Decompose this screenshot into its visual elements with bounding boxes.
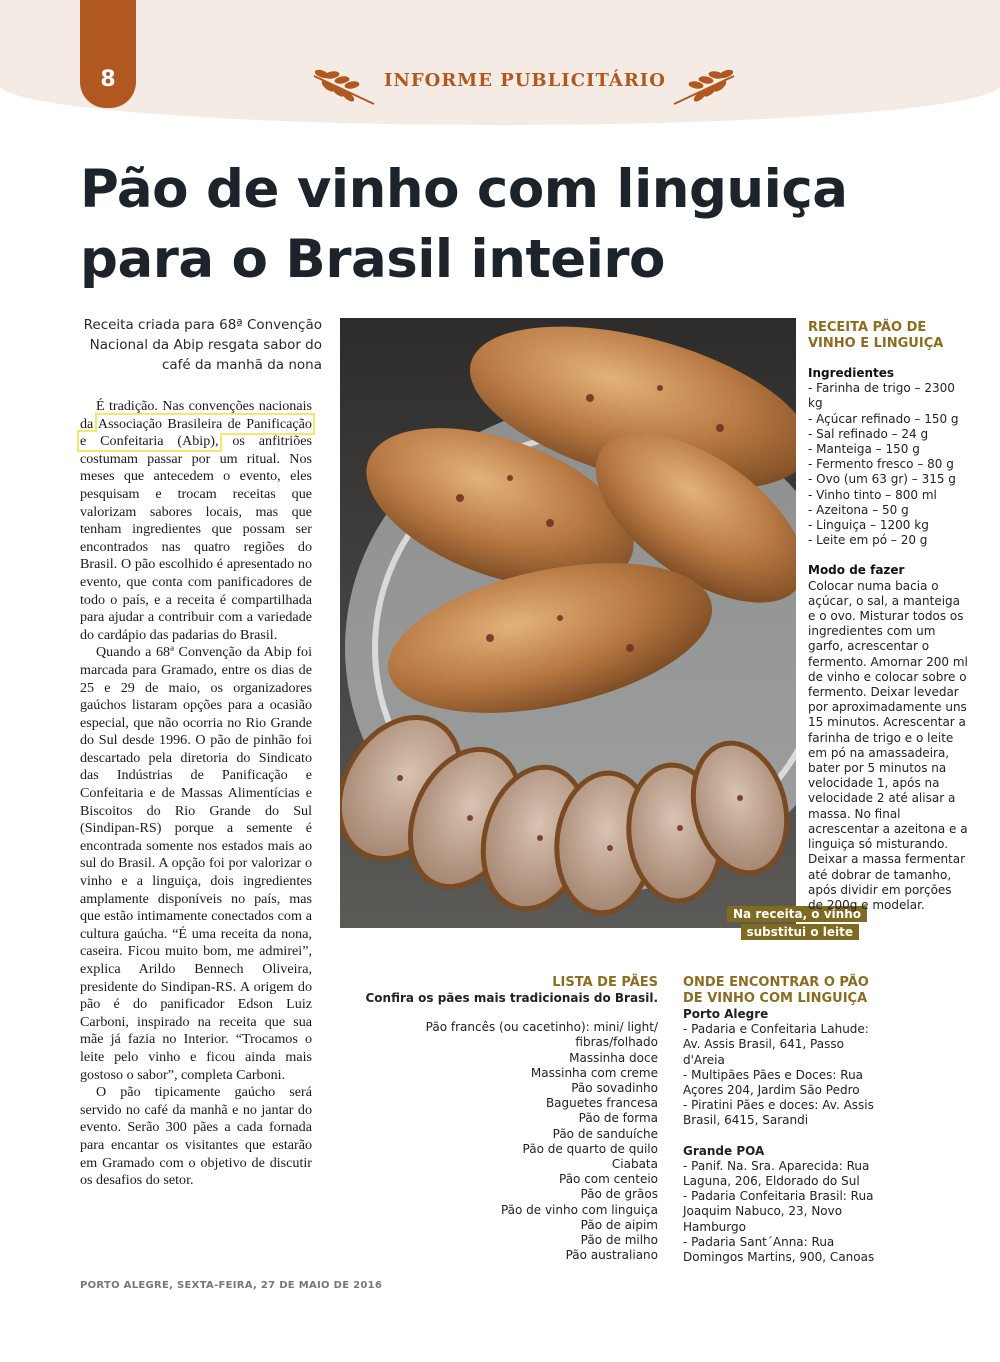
ingredient-item: - Azeitona – 50 g [808, 502, 909, 517]
header-band [0, 0, 1000, 125]
bakery-entry: - Piratini Pães e doces: Av. Assis Brasil, 6415, Sarandi [683, 1098, 874, 1128]
bread-list [360, 975, 658, 1263]
method-text: Colocar numa bacia o açúcar, o sal, a manteiga e o ovo. Misturar todos os ingredientes com um garfo, acrescentar o fermento. Amornar 200 ml de vinho e colocar sobre o fermento. Deixar levedar por aproximadamente uns 15 minutos. Acrescentar a farinha de trigo e o leite em pó na amassadeira, bater por 5 minutos na velocidade 1, após na velocidade 2 até alisar a massa. No final acrescentar a azeitona e a linguiça só misturando. Deixar a massa fermentar até dobrar de tamanho, após dividir em porções de 200g e modelar. [808, 578, 968, 912]
bakery-entry: - Padaria Confeitaria Brasil: Rua Joaquim Nabuco, 23, Novo Hamburgo [683, 1189, 874, 1234]
ingredient-item: - Leite em pó – 20 g [808, 533, 928, 548]
list-item: Massinha doce [569, 1050, 658, 1065]
paragraph-1-end: os anfitriões costumam passar por um ritual. Nos meses que antecedem o evento, eles pesquisam e trocam receitas que valorizam sabores locais, mas que tenham ingredientes que possam ser encontrados nas quatro regiões do Brasil. O pão escolhido é apresentado no evento, que conta com panificadores de todo o país, e a receita é compartilhada para ajudar a contribuir com a variedade do cardápio das padarias do Brasil. [80, 433, 312, 643]
list-item: Pão de aipim [580, 1217, 658, 1232]
list-item: Pão australiano [565, 1248, 658, 1263]
ingredient-item: - Fermento fresco – 80 g [808, 457, 954, 472]
recipe-box [808, 320, 968, 913]
list-item: Pão de forma [578, 1111, 658, 1126]
region-porto-alegre: Porto Alegre [683, 1007, 769, 1021]
ingredient-item: - Linguiça – 1200 kg [808, 518, 929, 533]
list-item: Massinha com creme [530, 1065, 658, 1080]
list-item: Pão de milho [580, 1233, 658, 1248]
ingredient-item: - Açúcar refinado – 150 g [808, 411, 959, 426]
banner-title: INFORME PUBLICITÁRIO [384, 70, 666, 91]
bakery-entry: - Padaria e Confeitaria Lahude: Av. Assis Brasil, 641, Passo d'Areia [683, 1022, 869, 1067]
page-number: 8 [100, 67, 116, 92]
paragraph-2: Quando a 68ª Convenção da Abip foi marcada para Gramado, entre os dias de 25 e 29 de maio, os organizadores gaúchos listaram opções para a ocasião especial, que não ocorria no Rio Grande do Sul desde 1996. O pão de pinhão foi descartado pela diretoria do Sindicato das Indústrias de Panificação e Confeitaria e de Massas Alimentícias e Biscoitos do Rio Grande do Sul (Sindipan-RS) porque a semente é encontrada somente nos estados mais ao sul do Brasil. A opção foi por valorizar o vinho e a linguiça, dois ingredientes amplamente disponíveis no país, mas que estão intimamente conectados com a cultura gaúcha. “É uma receita da nona, caseira. Ficou muito bom, me admirei”, explica Arildo Bennech Oliveira, presidente do Sindipan-RS. A origem do pão é do panificador Edson Luiz Carboni, inspirado na receita que sua mãe já fazia no Interior. “Trocamos o leite pelo vinho e ficou ainda mais gostoso o sabor”, completa Carboni. [80, 644, 312, 1083]
wheat-left-icon [308, 64, 378, 110]
ingredient-item: - Farinha de trigo – 2300 kg [808, 381, 955, 411]
list-item: Pão com centeio [559, 1172, 658, 1187]
paragraph-1 [80, 398, 312, 644]
page-number-tab [80, 0, 136, 108]
paragraph-3: O pão tipicamente gaúcho será servido no café da manhã e no jantar do evento. Serão 300 pães a cada fornada para encantar os visitantes que estarão em Gramado com o objetivo de discutir os desafios do setor. [80, 1084, 312, 1189]
highlighted-entity: Associação Brasileira de Panificação e Confeitaria (Abip), [80, 415, 312, 450]
page-footer: PORTO ALEGRE, SEXTA-FEIRA, 27 DE MAIO DE 2016 [80, 1280, 383, 1291]
list-item: Pão sovadinho [571, 1081, 658, 1096]
article-body [80, 398, 312, 1190]
ingredient-item: - Manteiga – 150 g [808, 442, 920, 457]
wheat-right-icon [670, 64, 740, 110]
bakery-entry: - Multipães Pães e Doces: Rua Açores 204, Jardim São Pedro [683, 1067, 864, 1098]
list-item: Pão francês (ou cacetinho): mini/ light/ fibras/folhado [425, 1020, 658, 1050]
photo-caption-line-1: Na receita, o vinho [727, 906, 867, 922]
bakery-entry: - Padaria Sant´Anna: Rua Domingos Martins, 900, Canoas [683, 1234, 875, 1265]
ingredient-item: - Vinho tinto – 800 ml [808, 487, 937, 502]
region-grande-poa: Grande POA [683, 1143, 765, 1158]
where-to-find [683, 975, 883, 1265]
ingredient-item: - Ovo (um 63 gr) – 315 g [808, 472, 956, 487]
bread-list-title: LISTA DE PÃES [552, 975, 658, 990]
list-item: Pão de sanduíche [552, 1126, 658, 1141]
photo-caption-line-2: substitui o leite [741, 924, 860, 940]
bakery-entry: - Panif. Na. Sra. Aparecida: Rua Laguna, 206, Eldorado do Sul [683, 1158, 870, 1189]
list-item: Pão de vinho com linguiça [500, 1202, 658, 1217]
list-item: Ciabata [611, 1157, 658, 1172]
where-title: ONDE ENCONTRAR O PÃO DE VINHO COM LINGUIÇA [683, 975, 869, 1006]
list-item: Baguetes francesa [545, 1096, 658, 1111]
list-item: Pão de grãos [580, 1187, 658, 1202]
article-title: Pão de vinho com linguiça para o Brasil inteiro [80, 159, 848, 290]
ingredients-label: Ingredientes [808, 366, 895, 380]
ingredient-item: - Sal refinado – 24 g [808, 426, 929, 441]
bread-illustration [340, 318, 796, 928]
article-subtitle: Receita criada para 68ª Convenção Nacional da Abip resgata sabor do café da manhã da nona [83, 317, 322, 373]
list-item: Pão de quarto de quilo [522, 1141, 658, 1156]
paragraph-1-start: É tradição. Nas convenções nacionais da [80, 398, 312, 432]
recipe-title: RECEITA PÃO DE VINHO E LINGUIÇA [808, 320, 944, 351]
bread-list-intro: Confira os pães mais tradicionais do Brasil. [365, 991, 658, 1005]
bread-photo [340, 318, 796, 928]
method-label: Modo de fazer [808, 563, 905, 578]
